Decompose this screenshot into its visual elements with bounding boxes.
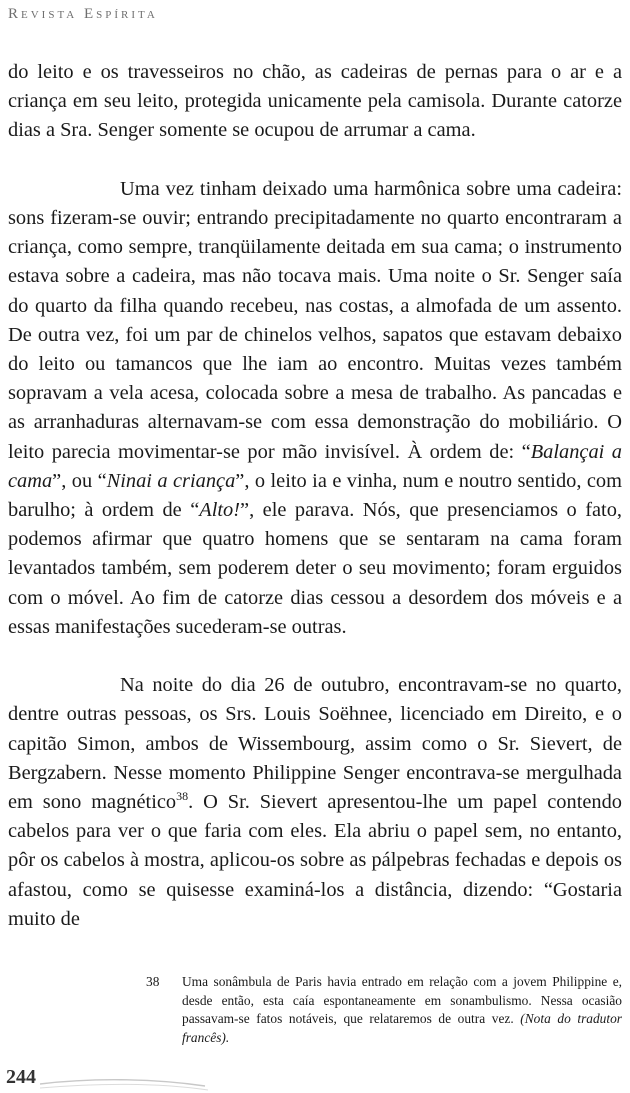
running-title: Revista Espírita	[8, 6, 158, 22]
footnote-text	[182, 973, 622, 1047]
footnote-number: 38	[146, 974, 160, 989]
paragraph	[8, 58, 622, 146]
page-number: 244	[6, 1066, 36, 1088]
footnote	[146, 973, 622, 1047]
paragraph	[8, 175, 622, 642]
footnote-translator-note: (Nota do tradutor francês).	[182, 1011, 622, 1045]
page-swoosh-decoration	[40, 1070, 210, 1092]
text-run: ”, o leito ia e vinha, num e noutro sentido, com barulho; à ordem de “	[8, 469, 622, 522]
text-run: do leito e os travesseiros no chão, as cadeiras de pernas para o ar e a criança em seu leito, protegida unicamente pela camisola. Durante catorze dias a Sra. Senger somente se ocupou de arrumar a cama.	[8, 61, 622, 142]
text-run: ”, ele parava. Nós, que presenciamos o fato, podemos afirmar que quatro homens que se sentaram na cama foram levantados também, sem poderem deter o seu movimento; foram erguidos com o móvel. Ao fim de catorze dias cessou a desordem dos móveis e a essas manifestações sucederam-se outras.	[8, 499, 623, 638]
italic-quote: Balançai a cama	[8, 440, 622, 492]
italic-quote: Alto!	[199, 499, 241, 522]
text-run: . O Sr. Sievert apresentou-lhe um papel contendo cabelos para ver o que faria com eles. Ela abriu o papel sem, no entanto, pôr os cabelos à mostra, aplicou-os sobre as pálpebras fechadas e depois os afastou, como se quisesse examiná-los a distância, dizendo: “Gostaria muito de	[8, 791, 622, 930]
body-text	[8, 58, 622, 934]
footnote-ref[interactable]: 38	[176, 789, 189, 804]
paragraph	[8, 671, 622, 934]
running-header	[8, 6, 158, 23]
italic-quote: Ninai a criança	[106, 469, 236, 492]
text-run: Na noite do dia 26 de outubro, encontravam-se no quarto, dentre outras pessoas, os Srs. Louis Soëhnee, licenciado em Direito, e o capitão Simon, ambos de Wissembourg, assim como o Sr. Sievert, de Bergzabern. Nesse momento Philippine Senger encontrava-se mergulhada em sono magnético	[8, 674, 622, 814]
footnote-body: Uma sonâmbula de Paris havia entrado em relação com a jovem Philippine e, desde então, esta caía espontaneamente em sonambulismo. Nessa ocasião passavam-se fatos notáveis, que relataremos de outra vez.	[182, 974, 622, 1027]
text-run: ”, ou “	[52, 469, 107, 492]
text-run: Uma vez tinham deixado uma harmônica sobre uma cadeira: sons fizeram-se ouvir; entrando precipitadamente no quarto encontraram a criança, como sempre, tranqüilamente deitada em sua cama; o instrumento estava sobre a cadeira, mas não tocava mais. Uma noite o Sr. Senger saía do quarto da filha quando recebeu, nas costas, a almofada de um assento. De outra vez, foi um par de chinelos velhos, sapatos que estavam debaixo do leito ou tamancos que lhe iam ao encontro. Muitas vezes também sopravam a vela acesa, colocada sobre a mesa de trabalho. As pancadas e as arranhaduras alternavam-se com essa demonstração do mobiliário. O leito parecia movimentar-se por mão invisível. À ordem de: “	[8, 177, 622, 463]
